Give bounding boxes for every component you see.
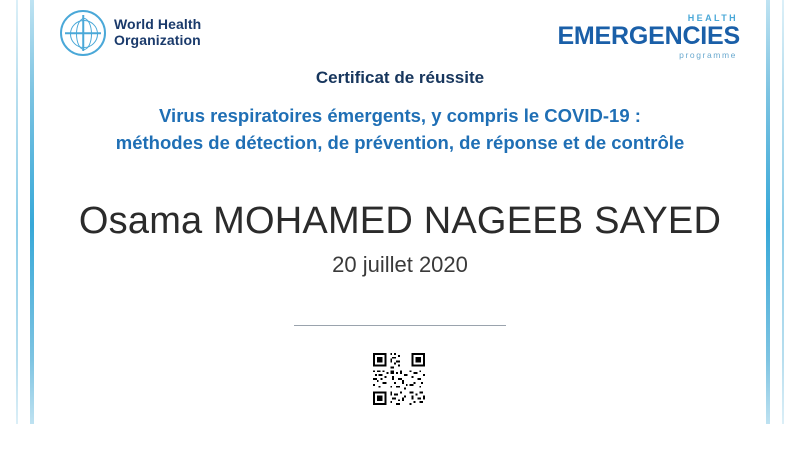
health-emergencies-sub-text: programme <box>679 50 737 60</box>
who-logo-line2: Organization <box>114 32 201 48</box>
certificate-title: Certificat de réussite <box>315 68 485 87</box>
who-emblem-icon <box>60 10 106 56</box>
recipient-name: Osama MOHAMED NAGEEB SAYED <box>78 200 722 242</box>
health-emergencies-main-text: EMERGENCIES <box>557 22 740 50</box>
health-emergencies-small-text: HEALTH <box>687 13 738 23</box>
health-emergencies-logo <box>557 10 740 60</box>
who-logo-text <box>114 17 201 48</box>
issue-date: 20 juillet 2020 <box>332 252 468 277</box>
page-bottom-margin <box>0 424 800 450</box>
qr-code-icon <box>370 350 430 410</box>
who-logo <box>60 10 201 56</box>
certificate-header <box>60 10 740 70</box>
section-divider <box>294 325 506 326</box>
course-title-line1: Virus respiratoires émergents, y compris le COVID-19 : <box>159 105 641 126</box>
course-title-line2: méthodes de détection, de prévention, de réponse et de contrôle <box>115 131 685 153</box>
who-logo-line1: World Health <box>114 16 202 33</box>
course-title <box>60 103 740 157</box>
